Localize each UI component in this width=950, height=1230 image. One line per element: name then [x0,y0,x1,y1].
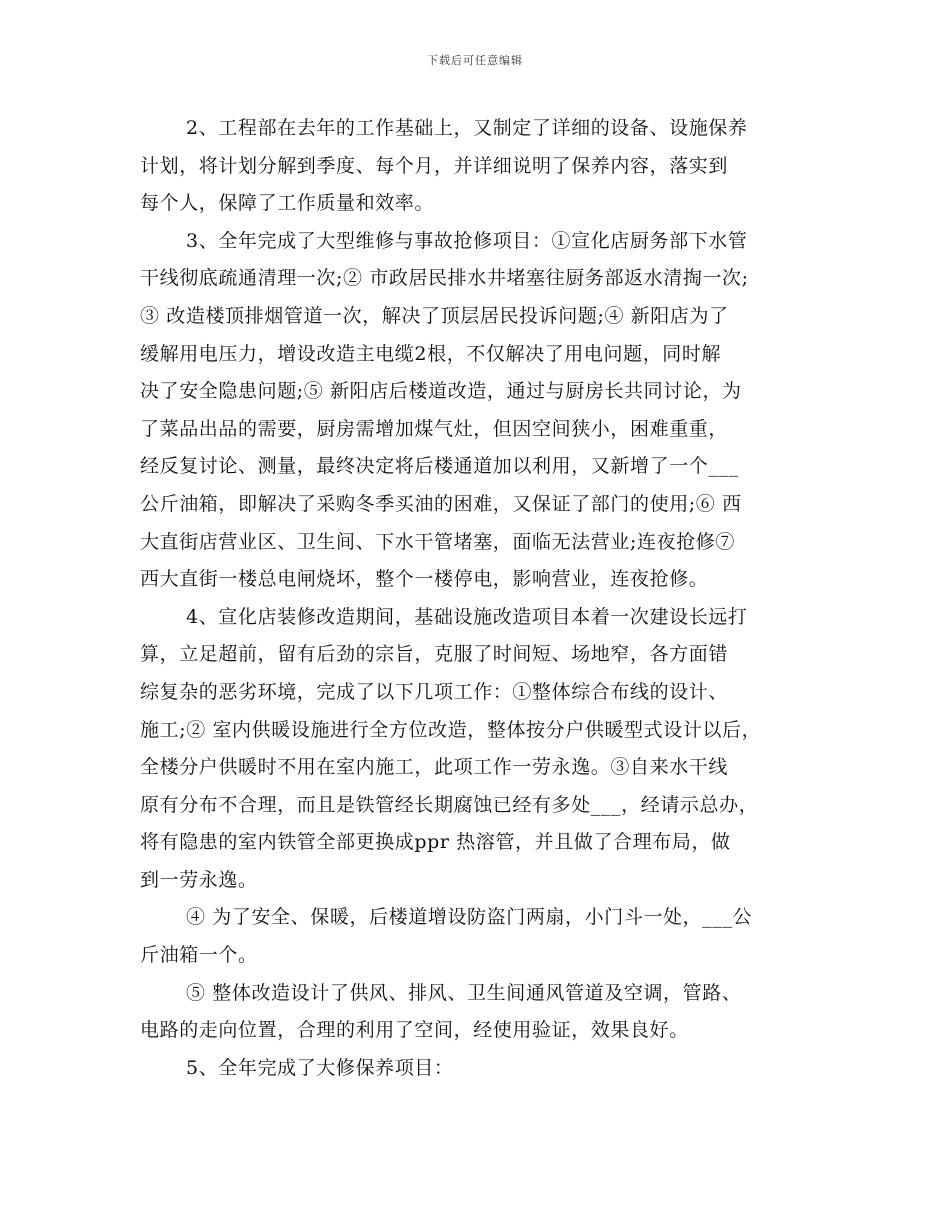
text-line: 电路的走向位置，合理的利用了空间，经使用验证，效果良好。 [140,1019,689,1042]
text-line: 算，立足超前，留有后劲的宗旨，克服了时间短、场地窄，各方面错 [140,643,729,666]
text-line: 经反复讨论、测量，最终决定将后楼通道加以利用，又新增了一个___ [140,455,739,478]
text-line: 每个人，保障了工作质量和效率。 [140,192,435,215]
page-header: 下载后可任意编辑 [427,54,523,67]
text-line: 西大直街一楼总电闸烧坏，整个一楼停电，影响营业，连夜抢修。 [140,568,709,591]
text-line: 4、宣化店装修改造期间，基础设施改造项目本着一次建设长远打 [186,605,748,628]
text-line: 干线彻底疏通清理一次;② 市政居民排水井堵塞往厨务部返水清掏一次; [140,267,749,290]
text-line: 2、工程部在去年的工作基础上，又制定了详细的设备、设施保养 [186,117,748,139]
text-line: 将有隐患的室内铁管全部更换成ppr 热溶管，并且做了合理布局，做 [140,831,731,854]
text-line: 3、全年完成了大型维修与事故抢修项目：①宣化店厨务部下水管 [186,229,748,252]
text-line: 斤油箱一个。 [140,944,258,967]
text-line: 到一劳永逸。 [140,868,258,891]
text-line: ④ 为了安全、保暖，后楼道增设防盗门两扇，小门斗一处，___公 [186,906,753,929]
document-body [140,110,820,1087]
text-line: 公斤油箱，即解决了采购冬季买油的困难，又保证了部门的使用;⑥ 西 [140,492,742,515]
text-line: 大直街店营业区、卫生间、下水干管堵塞，面临无法营业;连夜抢修⑦ [140,530,736,553]
text-line: 了菜品出品的需要，厨房需增加煤气灶，但因空间狭小，困难重重， [140,417,729,440]
text-line: 缓解用电压力，增设改造主电缆2根，不仅解决了用电问题，同时解 [140,342,722,365]
text-line: 综复杂的恶劣环境，完成了以下几项工作：①整体综合布线的设计、 [140,680,729,703]
text-line: ⑤ 整体改造设计了供风、排风、卫生间通风管道及空调，管路、 [186,981,742,1004]
text-line: 5、全年完成了大修保养项目： [186,1056,454,1079]
text-line: 决了安全隐患问题;⑤ 新阳店后楼道改造，通过与厨房长共同讨论，为 [140,380,742,403]
text-line: 原有分布不合理，而且是铁管经长期腐蚀已经有多处___，经请示总办， [140,793,759,816]
text-line: 计划，将计划分解到季度、每个月，并详细说明了保养内容，落实到 [140,154,729,177]
text-line: ③ 改造楼顶排烟管道一次，解决了顶层居民投诉问题;④ 新阳店为了 [140,304,729,327]
text-line: 全楼分户供暖时不用在室内施工，此项工作一劳永逸。③自来水干线 [140,756,729,779]
text-line: 施工;② 室内供暖设施进行全方位改造，整体按分户供暖型式设计以后， [140,718,762,741]
